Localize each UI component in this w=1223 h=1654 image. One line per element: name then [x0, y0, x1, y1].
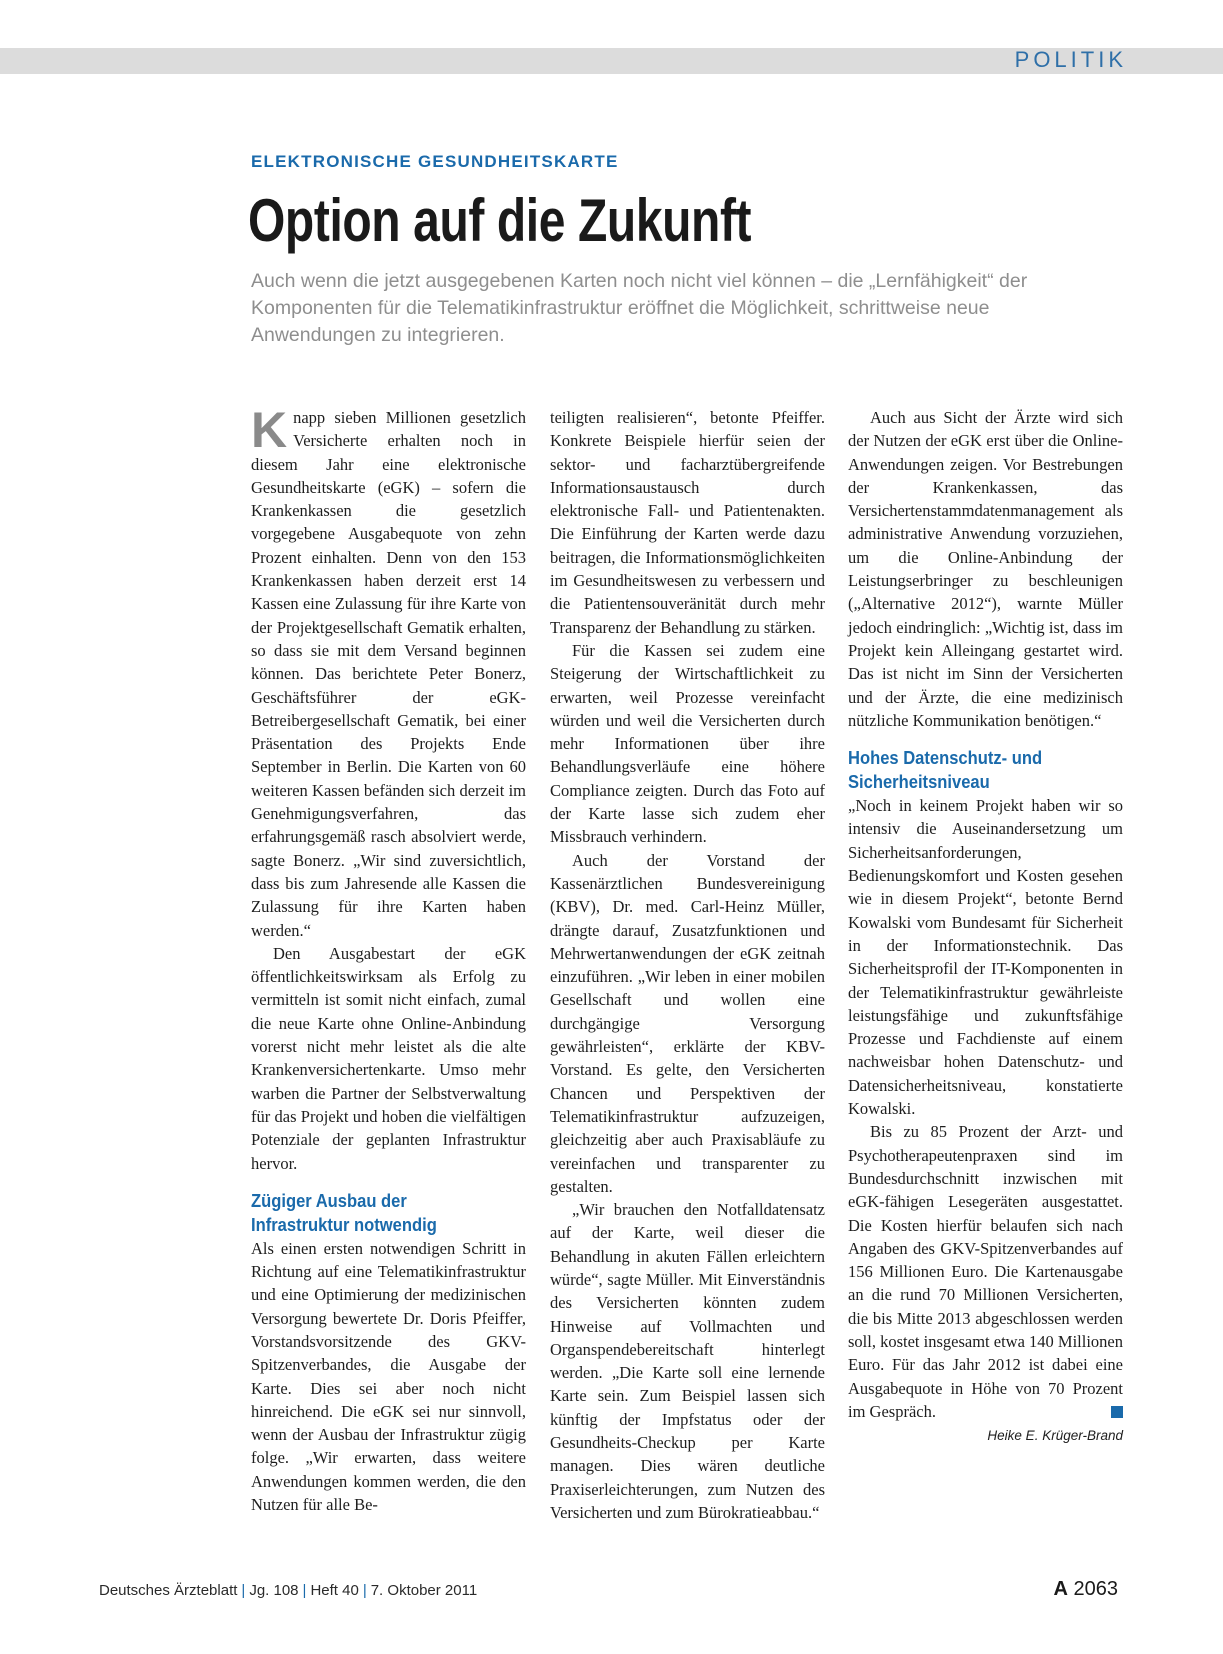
section-label: POLITIK — [1014, 47, 1127, 72]
publication-name: Deutsches Ärzteblatt — [99, 1582, 238, 1599]
issue: Heft 40 — [310, 1582, 359, 1599]
article-title: Option auf die Zukunft — [248, 187, 752, 254]
page-number: A 2063 — [1053, 1578, 1118, 1600]
paragraph: Für die Kassen sei zudem eine Steigerung der Wirtschaftlichkeit zu erwarten, weil Prozesse vereinfacht würden und weil die Versicherten durch mehr Informationen über ihre Behandlungsverläufe eine höhere Compliance zeigten. Durch das Foto auf der Karte lasse sich zudem eher Missbrauch verhindern. — [550, 640, 825, 847]
volume: Jg. 108 — [249, 1582, 299, 1599]
separator: | — [302, 1582, 307, 1599]
paragraph: „Wir brauchen den Notfalldatensatz auf der Karte, weil dieser die Behandlung in akuten Fällen erleichtern würde“, sagte Müller. Mit Einverständnis des Versicherten könnten zudem Hinweise auf Vollmachten und Organspendebereitschaft hinterlegt werden. „Die Karte soll eine lernende Karte sein. Zum Beispiel lassen sich künftig der Impfstatus oder der Gesundheits-Checkup per Karte managen. Dies wären deutliche Praxiserleichterungen, zum Nutzen des Versicherten und zum Bürokratieabbau.“ — [550, 1200, 825, 1522]
paragraph: Als einen ersten notwendigen Schritt in Richtung auf eine Telematikinfrastruktur und eine Optimierung der medizinischen Versorgung bewertete Dr. Doris Pfeiffer, Vorstandsvorsitzende des GKV-Spitzenverbandes, die Ausgabe der Karte. Dies sei aber noch nicht hinreichend. Die eGK sei nur sinnvoll, wenn der Ausbau der Infrastruktur zügig folge. „Wir erwarten, dass weitere Anwendungen kommen werden, die den Nutzen für alle Be- — [251, 1238, 526, 1515]
paragraph: Knapp sieben Millionen gesetzlich Versicherte erhalten noch in diesem Jahr eine elektronische Gesundheitskarte (eGK) – sofern die Krankenkassen die gesetzlich vorgegebene Ausgabequote von zehn Prozent einhalten. Denn von den 153 Krankenkassen haben derzeit erst 14 Kassen eine Zulassung für ihre Karte von der Projektgesellschaft Gematik erhalten, so dass sie mit dem Versand beginnen können. Das berichtete Peter Bonerz, Geschäftsführer der eGK-Betreibergesellschaft Gematik, bei einer Präsentation des Projekts Ende September in Berlin. Die Karten von 60 weiteren Kassen befänden sich derzeit im Genehmigungsverfahren, das erfahrungsgemäß rasch absolviert werde, sagte Bonerz. „Wir sind zuversichtlich, dass bis zum Jahresende alle Kassen die Zulassung für ihre Karten haben werden.“ — [251, 402, 526, 940]
paragraph: Auch aus Sicht der Ärzte wird sich der Nutzen der eGK erst über die Online-Anwendungen zeigen. Vor Bestrebungen der Krankenkassen, das Versichertenstammdatenmanagement als administrative Anwendung vorzuziehen, um die Online-Anbindung der Leistungserbringer zu beschleunigen („Alternative 2012“), warnte Müller jedoch eindringlich: „Wichtig ist, dass im Projekt kein Alleingang gestartet wird. Das ist nicht im Sinn der Versicherten und der Ärzte, die eine medizinisch nützliche Kommunikation benötigen.“ — [848, 408, 1123, 730]
separator: | — [362, 1582, 367, 1599]
paragraph: „Noch in keinem Projekt haben wir so intensiv die Auseinandersetzung um Sicherheitsanforderungen, Bedienungskomfort und Kosten gesehen wie in diesem Projekt“, betonte Bernd Kowalski vom Bundesamt für Sicherheit in der Informationstechnik. Das Sicherheitsprofil der IT-Komponenten in der Telematikinfrastruktur gewährleiste leistungsfähige und zukunftsfähige Prozesse und Fachdienste auf einem nachweisbar hohen Datenschutz- und Datensicherheitsniveau, konstatierte Kowalski. — [848, 796, 1123, 1119]
footer-citation — [99, 1582, 477, 1599]
end-mark-icon — [1111, 1406, 1123, 1418]
article-column-2 — [550, 406, 825, 1524]
date: 7. Oktober 2011 — [370, 1582, 478, 1599]
article-dek: Auch wenn die jetzt ausgegebenen Karten noch nicht viel können – die „Lernfähigkeit“ der Komponenten für die Telematikinfrastruktur eröffnet die Möglichkeit, schrittweise neue Anwendungen zu integrieren. — [251, 270, 1028, 346]
article-column-1 — [251, 402, 526, 1516]
article-column-3 — [848, 406, 1123, 1447]
article-kicker: ELEKTRONISCHE GESUNDHEITSKARTE — [251, 152, 619, 171]
author-byline: Heike E. Krüger-Brand — [987, 1428, 1123, 1444]
paragraph: teiligten realisieren“, betonte Pfeiffer. Konkrete Beispiele hierfür seien der sektor- und facharztübergreifende Informationsaustausch durch elektronische Fall- und Patientenakten. Die Einführung der Karten werde dazu beitragen, die Informationsmöglichkeiten im Gesundheitswesen zu verbessern und die Patientensouveränität durch mehr Transparenz der Behandlung zu stärken. — [550, 408, 825, 637]
paragraph: Auch der Vorstand der Kassenärztlichen Bundesvereinigung (KBV), Dr. med. Carl-Heinz Müller, drängte darauf, Zusatzfunktionen und Mehrwertanwendungen der eGK zeitnah einzuführen. „Wir leben in einer mobilen Gesellschaft und wollen eine durchgängige Versorgung gewährleisten“, erklärte der KBV-Vorstand. Es gelte, den Versicherten Chancen und Perspektiven der Telematikinfrastruktur aufzuzeigen, gleichzeitig aber auch Praxisabläufe zu vereinfachen und transparenter zu gestalten. — [550, 850, 825, 1196]
separator: | — [241, 1582, 246, 1599]
drop-cap: K — [251, 402, 288, 458]
paragraph: Bis zu 85 Prozent der Arzt- und Psychotherapeutenpraxen sind im Bundesdurchschnitt inzwischen mit eGK-fähigen Lesegeräten ausgestattet. Die Kosten hierfür belaufen sich nach Angaben des GKV-Spitzenverbandes auf 156 Millionen Euro. Die Kartenausgabe an die rund 70 Millionen Versicherten, die bis Mitte 2013 abgeschlossen werden soll, kostet insgesamt etwa 140 Millionen Euro. Für das Jahr 2012 ist dabei eine Ausgabequote in Höhe von 70 Prozent im Gespräch. — [848, 1122, 1123, 1421]
paragraph: Den Ausgabestart der eGK öffentlichkeitswirksam als Erfolg zu vermitteln ist somit nicht einfach, zumal die neue Karte ohne Online-Anbindung vorerst nicht mehr leistet als die alte Krankenversichertenkarte. Umso mehr warben die Partner der Selbstverwaltung für das Projekt und hoben die vielfältigen Potenziale der geplanten Infrastruktur hervor. — [251, 943, 526, 1173]
subheading: Hohes Datenschutz- und Sicherheitsniveau — [848, 748, 1043, 793]
subheading: Zügiger Ausbau der Infrastruktur notwendig — [251, 1190, 437, 1235]
